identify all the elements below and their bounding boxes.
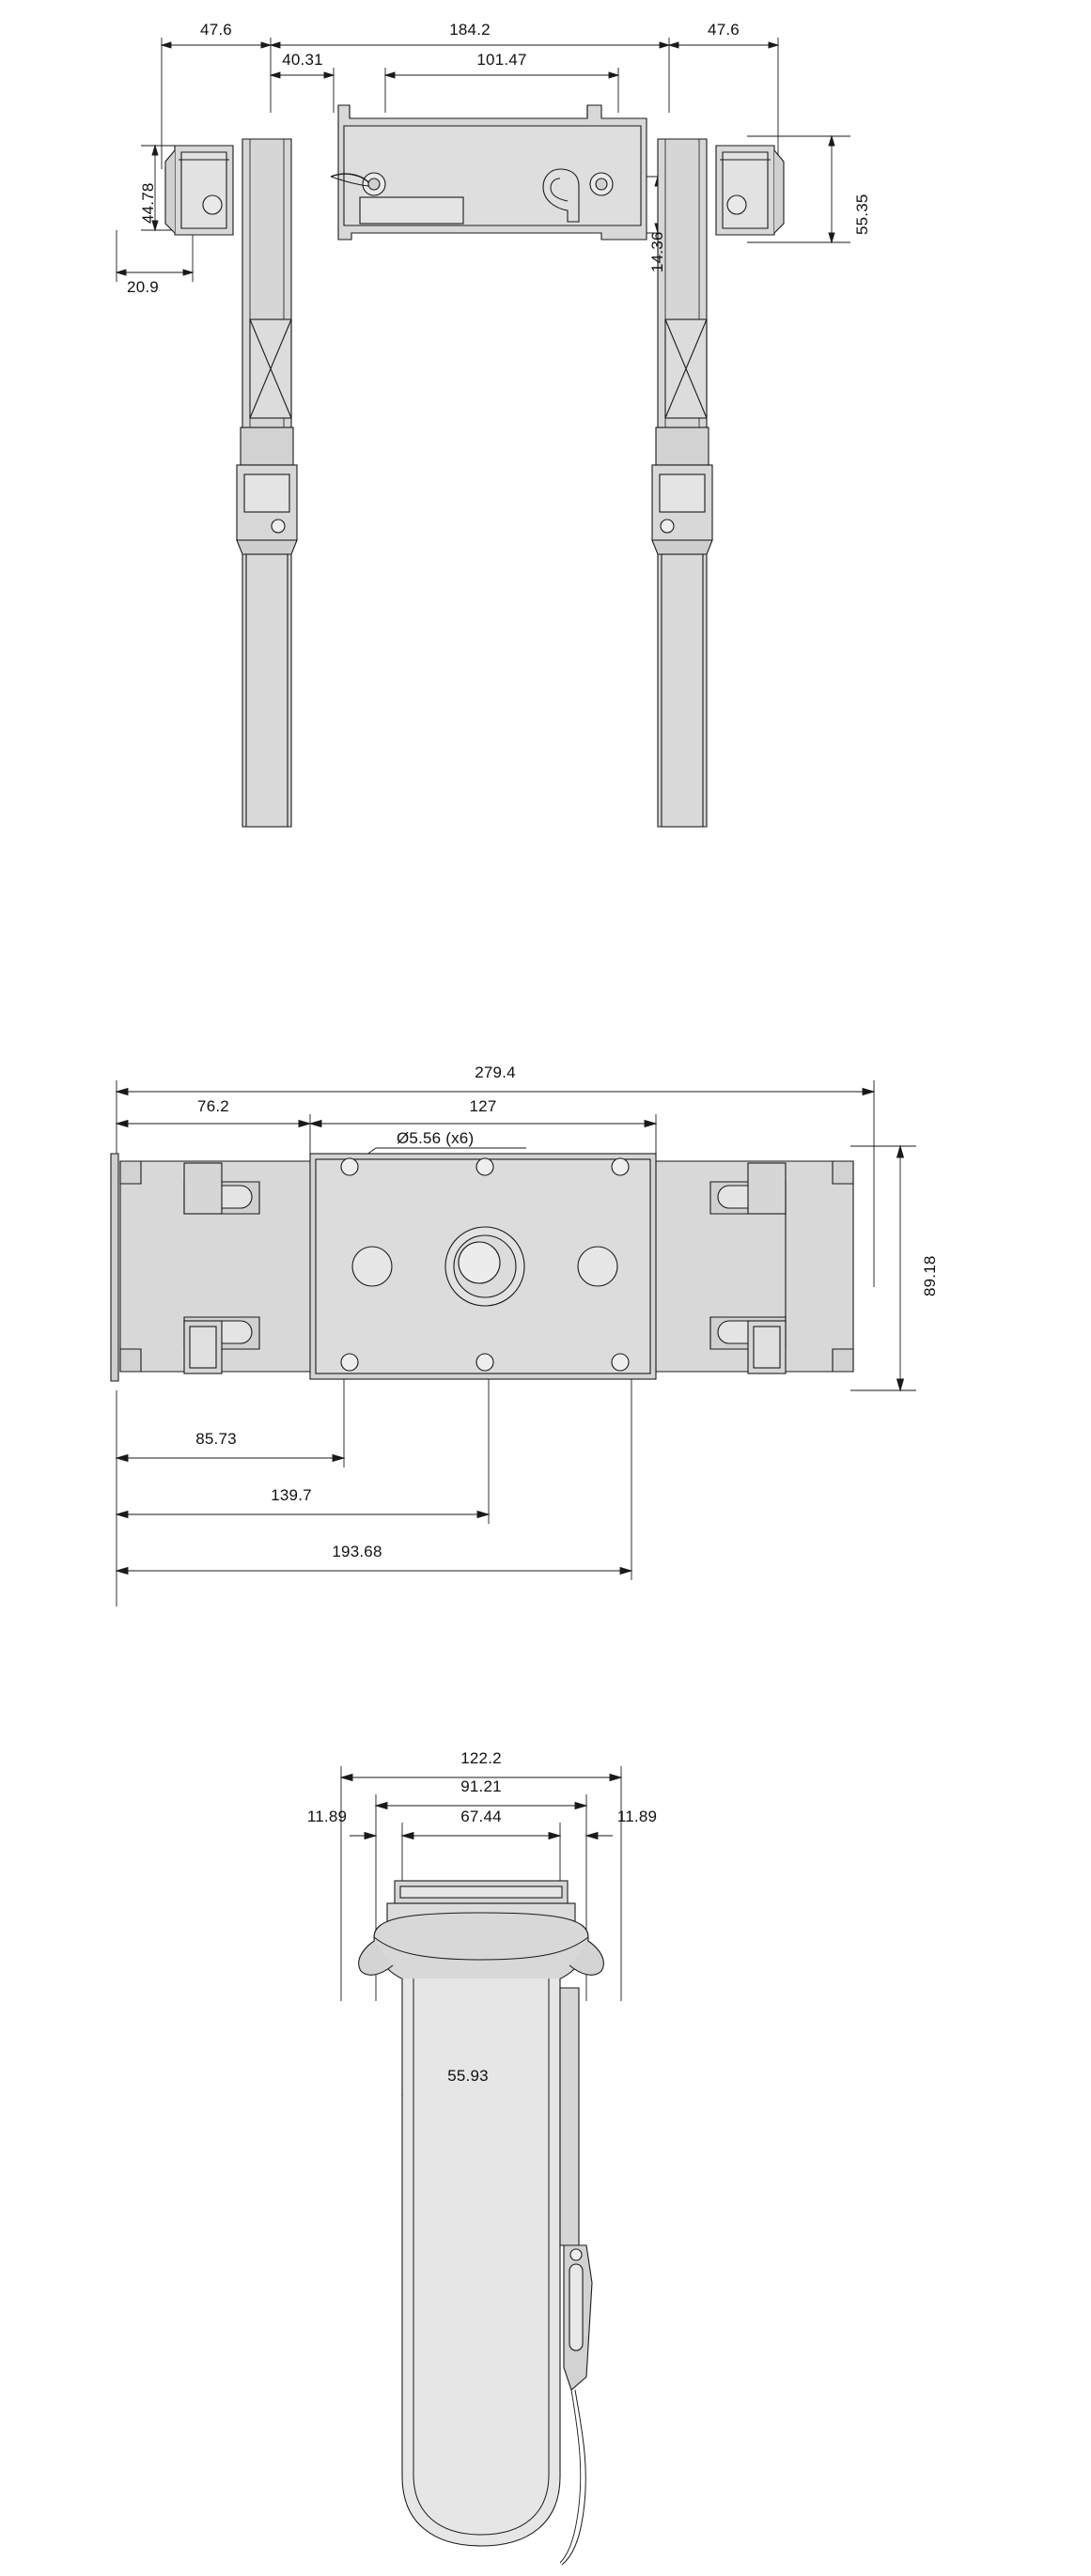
dim-label-40-31: 40.31 [282,51,323,69]
dim-label-184-2: 184.2 [449,21,491,39]
dim-label-55-93: 55.93 [447,2067,489,2085]
dim-label-76-2: 76.2 [197,1097,229,1115]
dim-label-122-2: 122.2 [460,1749,502,1767]
dim-label-diameter-5-56: Ø5.56 (x6) [397,1129,475,1147]
front-view-geometry [0,0,1091,864]
dim-label-47-6-left: 47.6 [200,21,232,39]
dim-label-55-35: 55.35 [853,194,871,235]
top-view [0,1043,1091,1719]
side-view [0,1719,1091,2576]
dim-label-11-89-left: 11.89 [306,1808,348,1825]
dim-label-47-6-right: 47.6 [708,21,740,39]
front-view [0,0,1091,864]
dim-label-85-73: 85.73 [195,1430,237,1448]
top-view-geometry [0,1043,1091,1719]
dim-label-91-21: 91.21 [460,1777,502,1795]
dim-label-14-36: 14.36 [648,231,666,272]
dim-label-279-4: 279.4 [475,1063,516,1081]
dim-label-127: 127 [469,1097,497,1115]
dim-label-193-68: 193.68 [332,1543,382,1560]
dim-label-89-18: 89.18 [921,1255,939,1296]
dim-label-67-44: 67.44 [460,1808,502,1825]
dim-label-101-47: 101.47 [476,51,527,69]
side-view-geometry [0,1719,1091,2576]
dim-label-44-78: 44.78 [139,182,157,224]
dim-label-139-7: 139.7 [271,1486,312,1504]
dim-label-11-89-right: 11.89 [616,1808,658,1825]
dim-label-20-9: 20.9 [127,278,159,296]
